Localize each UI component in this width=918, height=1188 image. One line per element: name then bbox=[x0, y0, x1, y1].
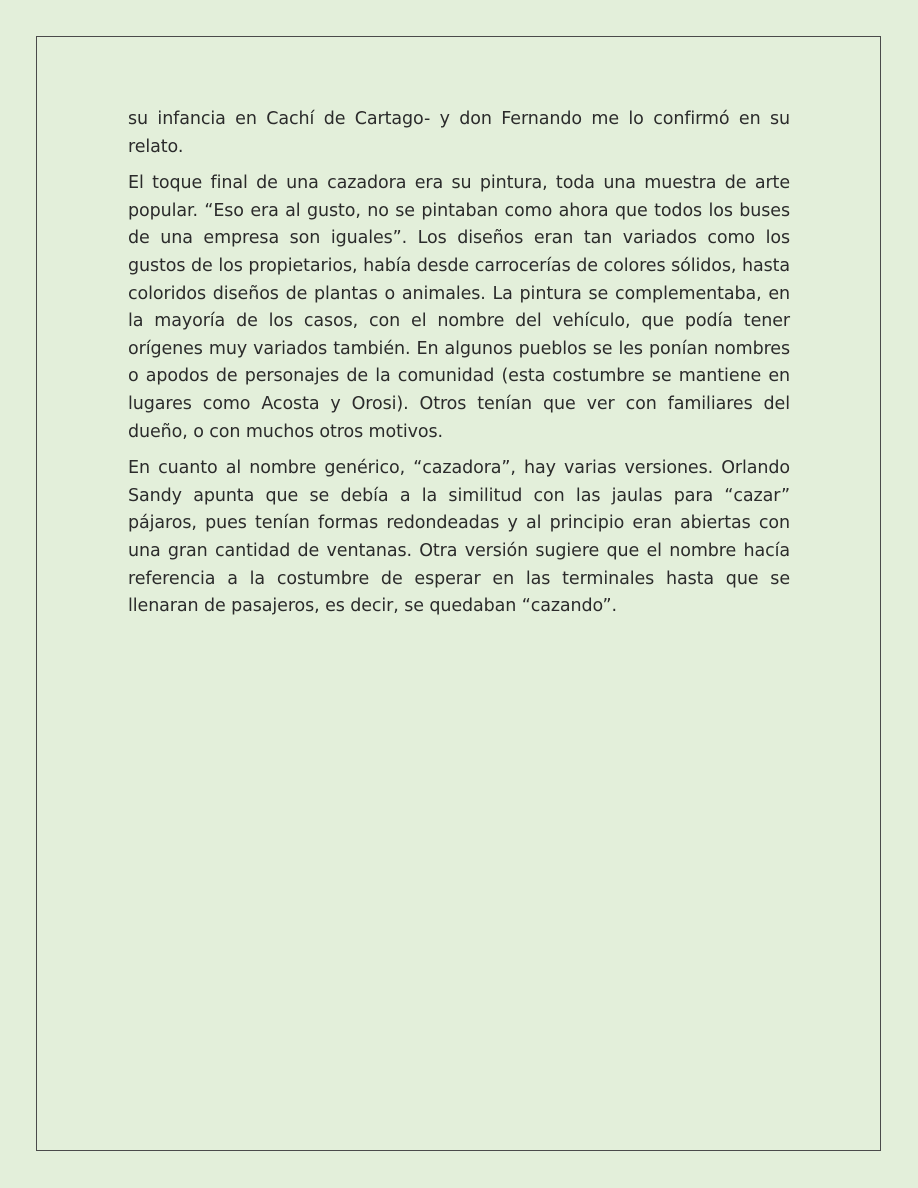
paragraph-1: su infancia en Cachí de Cartago- y don Fernando me lo confirmó en su relato. bbox=[128, 109, 790, 157]
document-body bbox=[128, 106, 790, 630]
paragraph-2: El toque final de una cazadora era su pintura, toda una muestra de arte popular. “Eso era al gusto, no se pintaban como ahora que todos los buses de una empresa son iguales”. Los diseños eran tan variados como los gustos de los propietarios, había desde carrocerías de colores sólidos, hasta coloridos diseños de plantas o animales. La pintura se complementaba, en la mayoría de los casos, con el nombre del vehículo, que podía tener orígenes muy variados también. En algunos pueblos se les ponían nombres o apodos de personajes de la comunidad (esta costumbre se mantiene en lugares como Acosta y Orosi). Otros tenían que ver con familiares del dueño, o con muchos otros motivos. bbox=[128, 173, 790, 442]
paragraph-3: En cuanto al nombre genérico, “cazadora”, hay varias versiones. Orlando Sandy apunta que se debía a la similitud con las jaulas para “cazar” pájaros, pues tenían formas redondeadas y al principio eran abiertas con una gran cantidad de ventanas. Otra versión sugiere que el nombre hacía referencia a la costumbre de esperar en las terminales hasta que se llenaran de pasajeros, es decir, se quedaban “cazando”. bbox=[128, 458, 790, 617]
